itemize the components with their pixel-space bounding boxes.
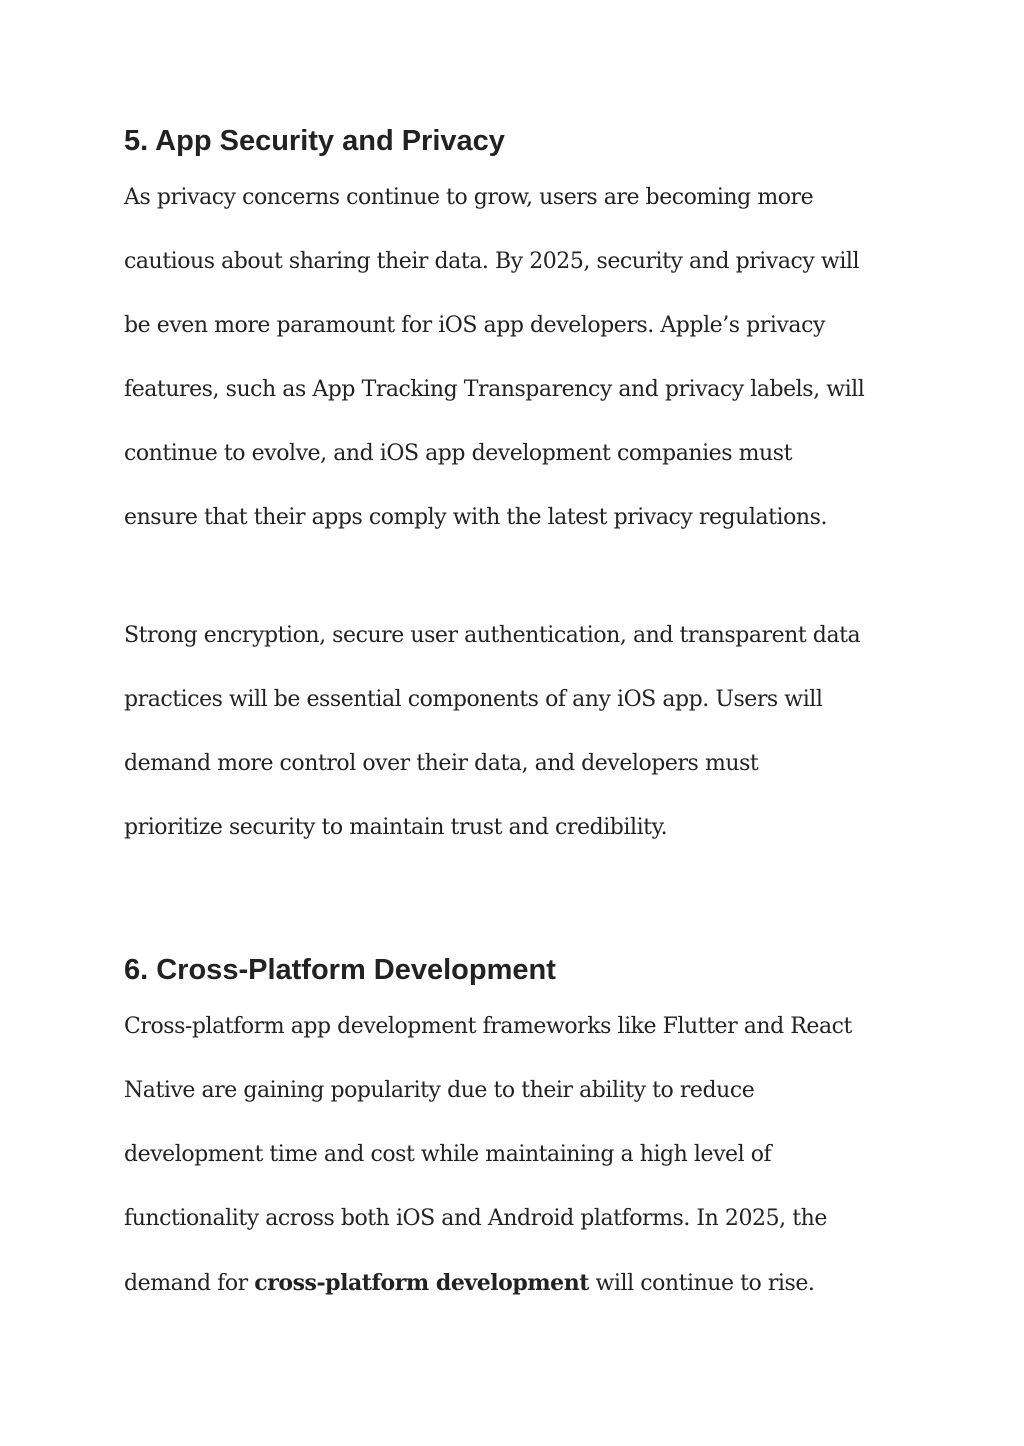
paragraph-line-with-bold <box>124 1268 814 1299</box>
paragraph-line: As privacy concerns continue to grow, users are becoming more <box>124 185 814 210</box>
paragraph-line: Cross-platform app development frameworks like Flutter and React <box>124 1014 852 1039</box>
text-after-bold: will continue to rise. <box>588 1271 815 1296</box>
text-before-bold: demand for <box>124 1271 255 1296</box>
paragraph-line: Native are gaining popularity due to their ability to reduce <box>124 1078 755 1103</box>
section-heading-cross-platform: 6. Cross-Platform Development <box>124 954 556 986</box>
paragraph-line: Strong encryption, secure user authentication, and transparent data <box>124 623 861 648</box>
paragraph-line: functionality across both iOS and Android platforms. In 2025, the <box>124 1206 827 1231</box>
paragraph-line: practices will be essential components of any iOS app. Users will <box>124 687 823 712</box>
paragraph-line: cautious about sharing their data. By 2025, security and privacy will <box>124 249 860 274</box>
paragraph-line: be even more paramount for iOS app developers. Apple’s privacy <box>124 313 825 338</box>
paragraph-line: features, such as App Tracking Transparency and privacy labels, will <box>124 377 865 402</box>
paragraph-line: demand more control over their data, and developers must <box>124 751 759 776</box>
paragraph-line: continue to evolve, and iOS app development companies must <box>124 441 792 466</box>
section-heading-app-security: 5. App Security and Privacy <box>124 125 505 157</box>
paragraph-line: prioritize security to maintain trust and credibility. <box>124 815 668 840</box>
paragraph-line: ensure that their apps comply with the latest privacy regulations. <box>124 505 828 530</box>
bold-phrase-cross-platform-development: cross-platform development <box>254 1270 589 1296</box>
paragraph-line: development time and cost while maintaining a high level of <box>124 1142 772 1167</box>
